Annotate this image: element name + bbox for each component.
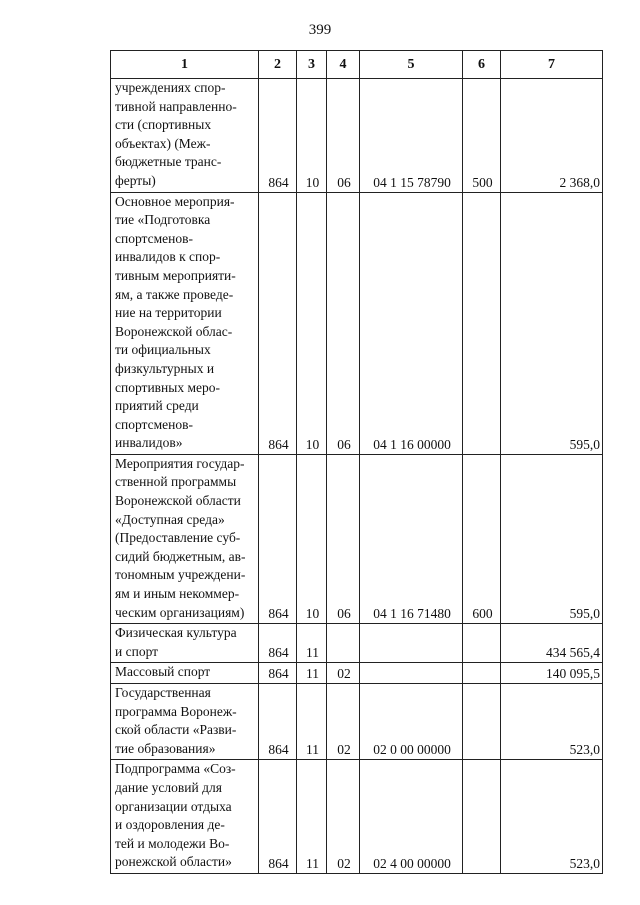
item-name-line: и спорт: [115, 643, 159, 659]
item-name-line: ской области «Разви-: [115, 722, 237, 738]
item-name-cell: [111, 663, 259, 684]
table-row: [111, 760, 603, 874]
subsection-cell: [327, 624, 360, 663]
item-name-line: организации отдыха: [115, 798, 232, 814]
target-article-cell: [360, 663, 463, 684]
amount-cell: 2 368,0: [501, 79, 603, 193]
target-article-cell: 02 4 00 00000: [360, 760, 463, 874]
expense-type-cell: 500: [463, 79, 501, 193]
section-cell: 10: [297, 192, 327, 454]
code-864-cell: 864: [259, 79, 297, 193]
item-name-line: физкультурных и: [115, 360, 215, 376]
table-body: [111, 79, 603, 874]
item-name-line: ям и иным некоммер-: [115, 586, 240, 602]
item-name-line: инвалидов к спор-: [115, 249, 221, 265]
amount-cell: 140 095,5: [501, 663, 603, 684]
item-name-line: учреждениях спор-: [115, 80, 226, 95]
item-name-line: ям, а также проведе-: [115, 286, 234, 302]
item-name-line: Физическая культура: [115, 625, 237, 641]
page-number: 399: [308, 22, 332, 38]
header-col-4: 4: [327, 51, 360, 79]
table-row: [111, 454, 603, 623]
amount-cell: 523,0: [501, 684, 603, 760]
code-864-cell: 864: [259, 454, 297, 623]
item-name-line: тей и молодежи Во-: [115, 835, 230, 851]
item-name-line: программа Воронеж-: [115, 703, 237, 719]
amount-cell: 434 565,4: [501, 624, 603, 663]
item-name-line: тивной направленно-: [115, 98, 237, 114]
item-name-line: спортсменов-: [115, 230, 193, 246]
item-name-line: и оздоровления де-: [115, 817, 225, 833]
section-cell: 10: [297, 79, 327, 193]
header-col-7: 7: [501, 51, 603, 79]
item-name-cell: [111, 684, 259, 760]
table-row: [111, 684, 603, 760]
expense-type-cell: [463, 624, 501, 663]
subsection-cell: 02: [327, 684, 360, 760]
item-name-line: тивным мероприяти-: [115, 267, 236, 283]
amount-cell: 523,0: [501, 760, 603, 874]
table-row: [111, 624, 603, 663]
target-article-cell: 04 1 16 71480: [360, 454, 463, 623]
code-864-cell: 864: [259, 684, 297, 760]
item-name-line: тономным учреждени-: [115, 567, 246, 583]
expense-type-cell: [463, 663, 501, 684]
section-cell: 11: [297, 684, 327, 760]
item-name-line: Воронежской облас-: [115, 323, 233, 339]
code-864-cell: 864: [259, 760, 297, 874]
code-864-cell: 864: [259, 663, 297, 684]
item-name-line: дание условий для: [115, 779, 222, 795]
target-article-cell: 04 1 16 00000: [360, 192, 463, 454]
item-name-line: «Доступная среда»: [115, 511, 225, 527]
target-article-cell: 04 1 15 78790: [360, 79, 463, 193]
item-name-line: ческим организациям): [115, 604, 245, 620]
section-cell: 11: [297, 663, 327, 684]
header-col-6: 6: [463, 51, 501, 79]
item-name-line: Массовый спорт: [115, 664, 211, 680]
target-article-cell: 02 0 00 00000: [360, 684, 463, 760]
subsection-cell: 06: [327, 454, 360, 623]
subsection-cell: 02: [327, 760, 360, 874]
item-name-line: ние на территории: [115, 305, 222, 321]
code-864-cell: 864: [259, 192, 297, 454]
subsection-cell: 06: [327, 79, 360, 193]
item-name-line: Воронежской области: [115, 493, 241, 509]
header-row: [111, 51, 603, 79]
item-name-line: объектах) (Меж-: [115, 135, 211, 151]
amount-cell: 595,0: [501, 454, 603, 623]
expense-type-cell: [463, 684, 501, 760]
section-cell: 11: [297, 624, 327, 663]
item-name-cell: [111, 760, 259, 874]
subsection-cell: 02: [327, 663, 360, 684]
item-name-cell: [111, 454, 259, 623]
item-name-line: тие образования»: [115, 740, 216, 756]
expense-type-cell: [463, 760, 501, 874]
header-col-2: 2: [259, 51, 297, 79]
item-name-line: ственной программы: [115, 474, 237, 490]
item-name-line: сти (спортивных: [115, 117, 212, 133]
item-name-line: тие «Подготовка: [115, 212, 211, 228]
table-row: [111, 663, 603, 684]
expense-type-cell: [463, 192, 501, 454]
item-name-line: Основное мероприя-: [115, 193, 235, 209]
header-col-5: 5: [360, 51, 463, 79]
section-cell: 10: [297, 454, 327, 623]
budget-table: [110, 50, 603, 874]
item-name-line: ферты): [115, 172, 156, 188]
header-col-1: 1: [111, 51, 259, 79]
code-864-cell: 864: [259, 624, 297, 663]
table-row: [111, 192, 603, 454]
item-name-line: (Предоставление суб-: [115, 530, 241, 546]
item-name-cell: [111, 79, 259, 193]
header-col-3: 3: [297, 51, 327, 79]
item-name-line: ти официальных: [115, 342, 211, 358]
item-name-line: Подпрограмма «Соз-: [115, 761, 236, 777]
section-cell: 11: [297, 760, 327, 874]
subsection-cell: 06: [327, 192, 360, 454]
item-name-line: спортсменов-: [115, 416, 193, 432]
expense-type-cell: 600: [463, 454, 501, 623]
item-name-line: Мероприятия государ-: [115, 455, 245, 471]
table-row: [111, 79, 603, 193]
item-name-line: бюджетные транс-: [115, 154, 222, 170]
target-article-cell: [360, 624, 463, 663]
item-name-cell: [111, 192, 259, 454]
item-name-line: Государственная: [115, 685, 211, 700]
amount-cell: 595,0: [501, 192, 603, 454]
item-name-line: спортивных меро-: [115, 379, 220, 395]
item-name-line: приятий среди: [115, 398, 199, 414]
item-name-line: инвалидов»: [115, 435, 183, 451]
item-name-line: сидий бюджетным, ав-: [115, 548, 246, 564]
item-name-cell: [111, 624, 259, 663]
item-name-line: ронежской области»: [115, 854, 232, 870]
